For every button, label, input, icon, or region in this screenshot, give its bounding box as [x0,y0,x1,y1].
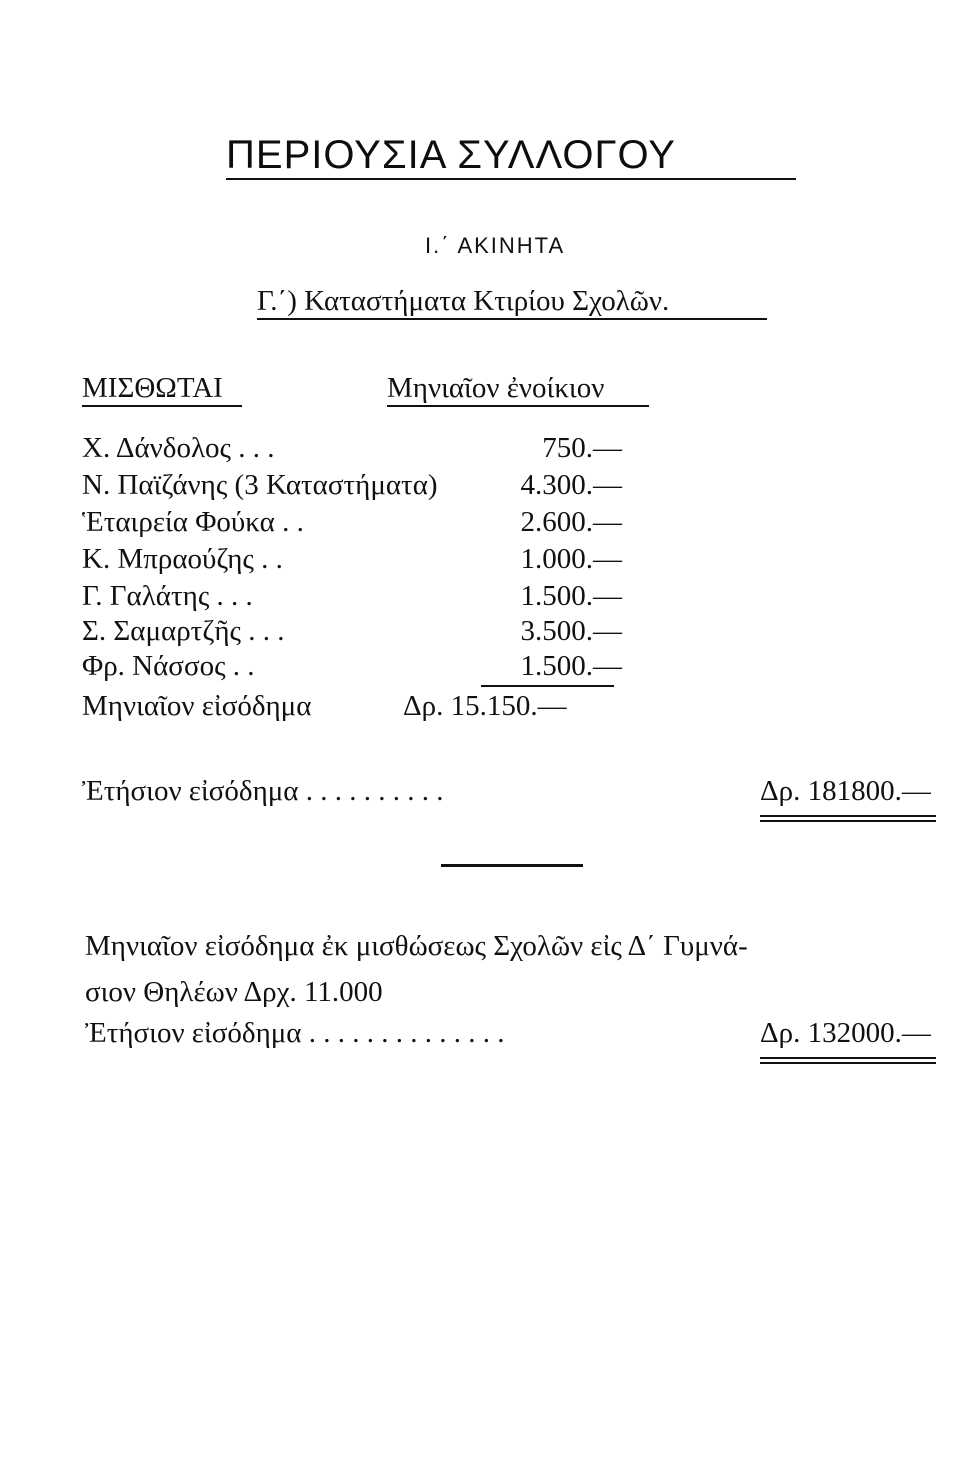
section-heading: Ι.΄ ΑΚΙΝΗΤΑ [425,233,566,258]
table-row [82,615,622,651]
table-row [82,432,622,468]
tenant-rent: 750.— [542,432,622,464]
tenant-name: Φρ. Νάσσος . . [82,650,255,682]
column-header-monthly-rent: Μηνιαῖον ἐνοίκιον [387,372,605,404]
double-underline [760,815,936,817]
page-title: ΠΕΡΙΟΥΣΙΑ ΣΥΛΛΟΓΟΥ [226,133,676,177]
subsection-underline [257,318,767,320]
tenant-name: Ἑταιρεία Φούκα . . [82,506,304,538]
table-row [82,580,622,616]
double-underline [760,1062,936,1064]
double-underline [760,820,936,822]
annual-income-label: Ἐτήσιον εἰσόδημα . . . . . . . . . . [82,775,444,807]
school-lease-paragraph-line: σιον Θηλέων Δρχ. 11.000 [85,976,383,1008]
column-header-tenants: ΜΙΣΘΩΤΑΙ [82,372,223,404]
tenant-rent: 3.500.— [520,615,622,647]
tenant-rent: 1.500.— [520,580,622,612]
column-header-rent-underline [387,405,649,407]
section-divider [441,864,583,867]
monthly-income-label: Μηνιαῖον εἰσόδημα [82,690,312,722]
tenant-name: Χ. Δάνδολος . . . [82,432,275,464]
tenant-name: Κ. Μπραούζης . . [82,543,283,575]
table-row [82,506,622,542]
annual-income-label: Ἐτήσιον εἰσόδημα . . . . . . . . . . . . . . [85,1017,505,1049]
table-row [82,650,622,686]
annual-income-value: Δρ. 181800.— [760,775,931,807]
tenant-rent: 4.300.— [520,469,622,501]
double-underline [760,1057,936,1059]
tenant-rent: 2.600.— [520,506,622,538]
sum-rule [481,685,614,687]
monthly-income-total: Δρ. 15.150.— [403,690,567,722]
tenant-rent: 1.000.— [520,543,622,575]
table-row [82,469,622,505]
school-lease-paragraph-line: Μηνιαῖον εἰσόδημα ἐκ μισθώσεως Σχολῶν εἰς Δ΄ Γυμνά- [85,930,748,962]
column-header-tenants-underline [82,405,242,407]
table-row [82,543,622,579]
subsection-heading: Γ.΄) Καταστήματα Κτιρίου Σχολῶν. [257,285,670,317]
tenant-name: Γ. Γαλάτης . . . [82,580,253,612]
tenant-name: Σ. Σαμαρτζῆς . . . [82,615,285,647]
tenant-name: Ν. Παϊζάνης (3 Καταστήματα) [82,469,438,501]
tenant-rent: 1.500.— [520,650,622,682]
title-underline [226,178,796,180]
annual-income-value: Δρ. 132000.— [760,1017,931,1049]
